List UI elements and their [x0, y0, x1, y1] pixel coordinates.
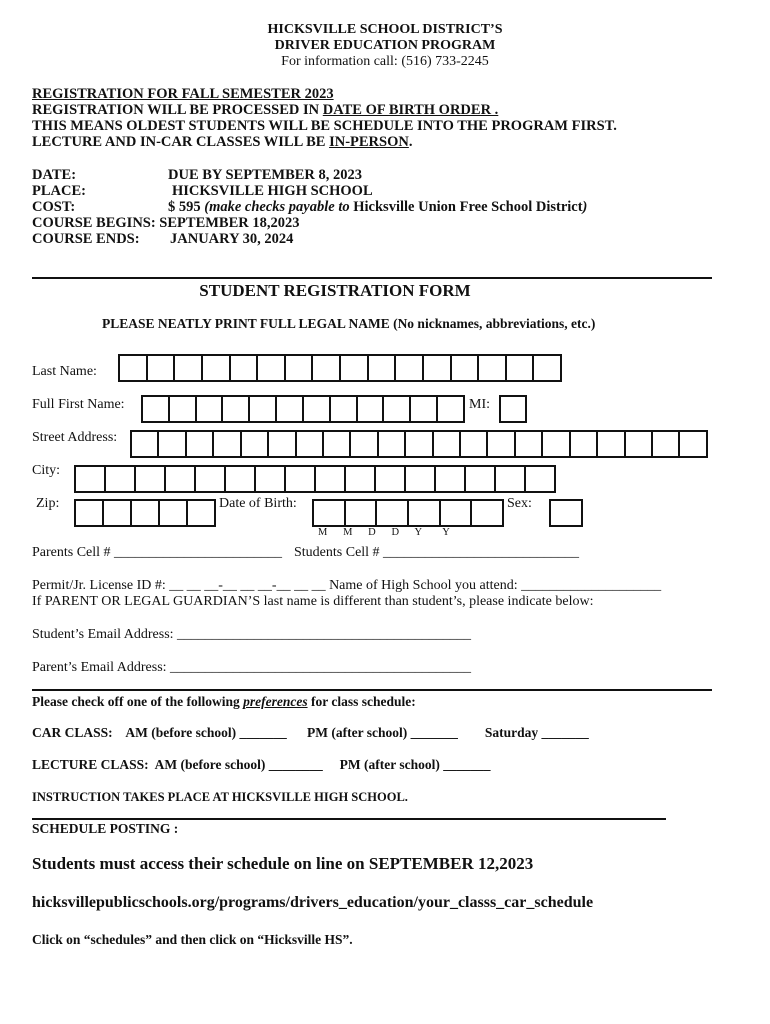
guardian-note: If PARENT OR LEGAL GUARDIAN’S last name is different than student’s, please indicate below:	[32, 594, 594, 609]
program-title: DRIVER EDUCATION PROGRAM	[274, 38, 496, 53]
dob-boxes[interactable]	[312, 499, 504, 527]
zip-boxes[interactable]	[74, 499, 216, 527]
sex-box[interactable]	[549, 499, 583, 527]
cost-label: COST:	[32, 199, 76, 215]
city-boxes[interactable]	[74, 465, 556, 493]
in-person-note: LECTURE AND IN-CAR CLASSES WILL BE IN-PERSON.	[32, 134, 413, 150]
dob-label: Date of Birth:	[219, 496, 297, 511]
last-name-boxes[interactable]	[118, 354, 562, 382]
cost-value: $ 595 (make checks payable to Hicksville Union Free School District)	[168, 199, 588, 215]
course-ends-value: JANUARY 30, 2024	[170, 231, 294, 247]
registration-semester: REGISTRATION FOR FALL SEMESTER 2023	[32, 86, 334, 102]
dob-format-hint: M M D D Y Y	[318, 527, 450, 538]
zip-label: Zip:	[36, 496, 60, 511]
info-phone: For information call: (516) 733-2245	[281, 54, 489, 69]
schedule-instructions: Click on “schedules” and then click on “Hicksville HS”.	[32, 932, 353, 947]
lecture-class-options[interactable]: LECTURE CLASS: AM (before school) ________ PM (after school) _______	[32, 757, 491, 772]
schedule-divider	[32, 818, 666, 820]
mi-label: MI:	[469, 397, 490, 412]
schedule-url[interactable]: hicksvillepublicschools.org/programs/drivers_education/your_classs_car_schedule	[32, 894, 594, 911]
date-label: DATE:	[32, 167, 77, 183]
street-label: Street Address:	[32, 430, 118, 445]
parents-cell-field[interactable]: Parents Cell # ________________________	[32, 545, 283, 560]
street-boxes[interactable]	[130, 430, 708, 458]
section-divider	[32, 277, 712, 279]
schedule-access-date: Students must access their schedule on line on SEPTEMBER 12,2023	[32, 854, 534, 873]
mi-box[interactable]	[499, 395, 527, 423]
student-email-field[interactable]: Student’s Email Address: __________________________________________	[32, 627, 472, 642]
schedule-heading: SCHEDULE POSTING :	[32, 821, 179, 836]
city-label: City:	[32, 463, 61, 478]
prefs-divider	[32, 689, 712, 691]
parent-email-field[interactable]: Parent’s Email Address: ___________________________________________	[32, 660, 472, 675]
car-class-options[interactable]: CAR CLASS: AM (before school) _______ PM (after school) _______ Saturday _______	[32, 725, 589, 740]
prefs-heading: Please check off one of the following preferences for class schedule:	[32, 694, 416, 709]
name-instruction: PLEASE NEATLY PRINT FULL LEGAL NAME (No nicknames, abbreviations, etc.)	[102, 316, 596, 331]
first-name-boxes[interactable]	[141, 395, 465, 423]
last-name-label: Last Name:	[32, 364, 97, 379]
place-label: PLACE:	[32, 183, 86, 199]
place-value: HICKSVILLE HIGH SCHOOL	[172, 183, 373, 199]
course-ends-label: COURSE ENDS:	[32, 231, 140, 247]
date-value: DUE BY SEPTEMBER 8, 2023	[168, 167, 363, 183]
instruction-location: INSTRUCTION TAKES PLACE AT HICKSVILLE HIGH SCHOOL.	[32, 790, 408, 804]
course-begins: COURSE BEGINS: SEPTEMBER 18,2023	[32, 215, 300, 231]
permit-field[interactable]: Permit/Jr. License ID #: __ __ __-__ __ __-__ __ __ Name of High School you attend: ____________________	[32, 578, 662, 593]
district-title: HICKSVILLE SCHOOL DISTRICT’S	[267, 22, 503, 37]
form-title: STUDENT REGISTRATION FORM	[199, 281, 471, 300]
oldest-first-note: THIS MEANS OLDEST STUDENTS WILL BE SCHEDULE INTO THE PROGRAM FIRST.	[32, 118, 617, 134]
registration-order-note: REGISTRATION WILL BE PROCESSED IN DATE OF BIRTH ORDER .	[32, 102, 499, 118]
sex-label: Sex:	[507, 496, 532, 511]
students-cell-field[interactable]: Students Cell # ____________________________	[294, 545, 580, 560]
first-name-label: Full First Name:	[32, 397, 125, 412]
